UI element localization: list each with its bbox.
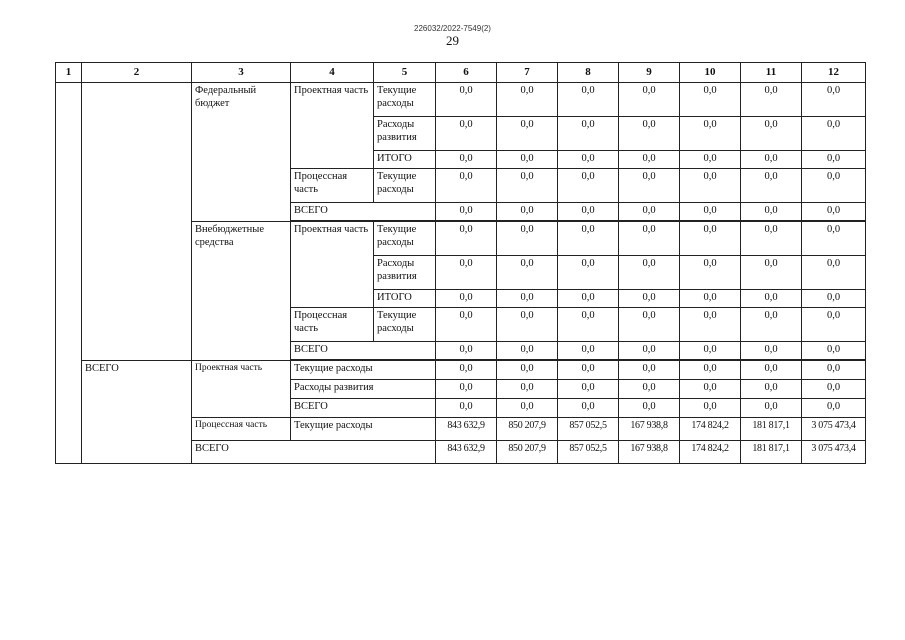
value-cell: 167 938,8 bbox=[619, 418, 680, 441]
table-row bbox=[56, 361, 866, 380]
grand-total-label: ВСЕГО bbox=[192, 441, 436, 464]
value-cell: 0,0 bbox=[497, 151, 558, 169]
value-cell: 0,0 bbox=[680, 256, 741, 290]
value-cell: 0,0 bbox=[619, 308, 680, 342]
value-cell: 181 817,1 bbox=[741, 441, 802, 464]
value-cell: 0,0 bbox=[680, 117, 741, 151]
value-cell: 0,0 bbox=[436, 290, 497, 308]
cost-development: Расходы развития bbox=[374, 256, 436, 290]
value-cell: 857 052,5 bbox=[558, 418, 619, 441]
value-cell: 0,0 bbox=[497, 117, 558, 151]
vsego-label: ВСЕГО bbox=[291, 399, 436, 418]
value-cell: 0,0 bbox=[497, 256, 558, 290]
value-cell: 0,0 bbox=[619, 169, 680, 203]
col-header: 4 bbox=[291, 63, 374, 83]
value-cell: 0,0 bbox=[619, 83, 680, 117]
vsego-label: ВСЕГО bbox=[291, 203, 436, 221]
value-cell: 0,0 bbox=[497, 380, 558, 399]
value-cell: 0,0 bbox=[436, 361, 497, 380]
value-cell: 0,0 bbox=[802, 117, 866, 151]
value-cell: 0,0 bbox=[619, 151, 680, 169]
value-cell: 0,0 bbox=[680, 380, 741, 399]
value-cell: 843 632,9 bbox=[436, 418, 497, 441]
cost-current: Текущие расходы bbox=[374, 169, 436, 203]
col-header: 2 bbox=[82, 63, 192, 83]
document-id: 226032/2022-7549(2) bbox=[414, 24, 491, 33]
itogo-label: ИТОГО bbox=[374, 290, 436, 308]
value-cell: 0,0 bbox=[497, 308, 558, 342]
source-federal-budget: Федеральный бюджет bbox=[192, 83, 291, 222]
value-cell: 0,0 bbox=[802, 361, 866, 380]
value-cell: 167 938,8 bbox=[619, 441, 680, 464]
value-cell: 0,0 bbox=[802, 290, 866, 308]
page-number: 29 bbox=[446, 33, 459, 48]
value-cell: 0,0 bbox=[497, 342, 558, 360]
value-cell: 3 075 473,4 bbox=[802, 441, 866, 464]
value-cell: 0,0 bbox=[558, 399, 619, 418]
value-cell: 0,0 bbox=[802, 399, 866, 418]
value-cell: 850 207,9 bbox=[497, 441, 558, 464]
value-cell: 174 824,2 bbox=[680, 418, 741, 441]
value-cell: 0,0 bbox=[436, 342, 497, 360]
value-cell: 0,0 bbox=[558, 117, 619, 151]
cost-current: Текущие расходы bbox=[291, 418, 436, 441]
value-cell: 0,0 bbox=[741, 290, 802, 308]
value-cell: 0,0 bbox=[436, 256, 497, 290]
col-header: 12 bbox=[802, 63, 866, 83]
value-cell: 0,0 bbox=[619, 399, 680, 418]
value-cell: 0,0 bbox=[558, 342, 619, 360]
value-cell: 0,0 bbox=[436, 117, 497, 151]
value-cell: 0,0 bbox=[497, 169, 558, 203]
budget-table bbox=[55, 62, 866, 464]
value-cell: 843 632,9 bbox=[436, 441, 497, 464]
value-cell: 857 052,5 bbox=[558, 441, 619, 464]
value-cell: 174 824,2 bbox=[680, 441, 741, 464]
col-header: 10 bbox=[680, 63, 741, 83]
value-cell: 0,0 bbox=[741, 83, 802, 117]
value-cell: 0,0 bbox=[741, 222, 802, 256]
value-cell: 181 817,1 bbox=[741, 418, 802, 441]
value-cell: 0,0 bbox=[802, 151, 866, 169]
value-cell: 0,0 bbox=[558, 169, 619, 203]
value-cell: 0,0 bbox=[436, 222, 497, 256]
value-cell: 0,0 bbox=[558, 151, 619, 169]
cost-current: Текущие расходы bbox=[374, 308, 436, 342]
value-cell: 0,0 bbox=[436, 399, 497, 418]
value-cell: 0,0 bbox=[680, 342, 741, 360]
value-cell: 0,0 bbox=[558, 380, 619, 399]
col-header: 9 bbox=[619, 63, 680, 83]
value-cell: 0,0 bbox=[741, 342, 802, 360]
value-cell: 0,0 bbox=[619, 222, 680, 256]
value-cell: 0,0 bbox=[436, 203, 497, 221]
value-cell: 0,0 bbox=[680, 222, 741, 256]
value-cell: 0,0 bbox=[497, 290, 558, 308]
value-cell: 0,0 bbox=[741, 361, 802, 380]
value-cell: 0,0 bbox=[802, 83, 866, 117]
value-cell: 0,0 bbox=[436, 83, 497, 117]
cost-development: Расходы развития bbox=[291, 380, 436, 399]
value-cell: 0,0 bbox=[741, 308, 802, 342]
value-cell: 0,0 bbox=[497, 361, 558, 380]
cost-current: Текущие расходы bbox=[374, 83, 436, 117]
col-header: 11 bbox=[741, 63, 802, 83]
value-cell: 850 207,9 bbox=[497, 418, 558, 441]
value-cell: 0,0 bbox=[802, 203, 866, 221]
value-cell: 0,0 bbox=[741, 117, 802, 151]
value-cell: 0,0 bbox=[558, 222, 619, 256]
value-cell: 0,0 bbox=[741, 203, 802, 221]
value-cell: 0,0 bbox=[619, 290, 680, 308]
value-cell: 0,0 bbox=[619, 203, 680, 221]
value-cell: 0,0 bbox=[619, 380, 680, 399]
value-cell: 0,0 bbox=[619, 117, 680, 151]
value-cell: 0,0 bbox=[680, 151, 741, 169]
value-cell: 0,0 bbox=[436, 169, 497, 203]
col-header: 8 bbox=[558, 63, 619, 83]
itogo-label: ИТОГО bbox=[374, 151, 436, 169]
part-project: Проектная часть bbox=[291, 83, 374, 169]
value-cell: 0,0 bbox=[802, 169, 866, 203]
part-project: Проектная часть bbox=[291, 222, 374, 308]
col-header: 5 bbox=[374, 63, 436, 83]
value-cell: 0,0 bbox=[680, 308, 741, 342]
vsego-label: ВСЕГО bbox=[291, 342, 436, 360]
value-cell: 0,0 bbox=[558, 83, 619, 117]
value-cell: 3 075 473,4 bbox=[802, 418, 866, 441]
col-header: 7 bbox=[497, 63, 558, 83]
value-cell: 0,0 bbox=[619, 342, 680, 360]
value-cell: 0,0 bbox=[741, 151, 802, 169]
value-cell: 0,0 bbox=[497, 222, 558, 256]
cost-development: Расходы развития bbox=[374, 117, 436, 151]
header-row bbox=[56, 63, 866, 83]
value-cell: 0,0 bbox=[802, 342, 866, 360]
value-cell: 0,0 bbox=[680, 169, 741, 203]
value-cell: 0,0 bbox=[558, 361, 619, 380]
col-header: 3 bbox=[192, 63, 291, 83]
part-project: Проектная часть bbox=[192, 361, 291, 418]
value-cell: 0,0 bbox=[619, 361, 680, 380]
value-cell: 0,0 bbox=[802, 308, 866, 342]
value-cell: 0,0 bbox=[741, 399, 802, 418]
value-cell: 0,0 bbox=[741, 256, 802, 290]
cost-current: Текущие расходы bbox=[291, 361, 436, 380]
value-cell: 0,0 bbox=[741, 169, 802, 203]
value-cell: 0,0 bbox=[558, 290, 619, 308]
part-process: Процессная часть bbox=[192, 418, 291, 441]
value-cell: 0,0 bbox=[802, 256, 866, 290]
value-cell: 0,0 bbox=[741, 380, 802, 399]
value-cell: 0,0 bbox=[558, 256, 619, 290]
table-cell bbox=[82, 83, 192, 361]
value-cell: 0,0 bbox=[619, 256, 680, 290]
cost-current: Текущие расходы bbox=[374, 222, 436, 256]
table-row bbox=[56, 83, 866, 117]
part-process: Процессная часть bbox=[291, 308, 374, 342]
value-cell: 0,0 bbox=[680, 399, 741, 418]
value-cell: 0,0 bbox=[680, 361, 741, 380]
value-cell: 0,0 bbox=[802, 380, 866, 399]
table-cell bbox=[56, 83, 82, 464]
source-extrabudgetary: Внебюджетные средства bbox=[192, 222, 291, 361]
part-process: Процессная часть bbox=[291, 169, 374, 203]
col-header: 1 bbox=[56, 63, 82, 83]
col-header: 6 bbox=[436, 63, 497, 83]
value-cell: 0,0 bbox=[680, 203, 741, 221]
value-cell: 0,0 bbox=[558, 203, 619, 221]
value-cell: 0,0 bbox=[497, 83, 558, 117]
value-cell: 0,0 bbox=[436, 380, 497, 399]
value-cell: 0,0 bbox=[436, 151, 497, 169]
value-cell: 0,0 bbox=[680, 83, 741, 117]
value-cell: 0,0 bbox=[802, 222, 866, 256]
value-cell: 0,0 bbox=[680, 290, 741, 308]
value-cell: 0,0 bbox=[497, 203, 558, 221]
vsego-section-label: ВСЕГО bbox=[82, 361, 192, 464]
value-cell: 0,0 bbox=[497, 399, 558, 418]
value-cell: 0,0 bbox=[436, 308, 497, 342]
value-cell: 0,0 bbox=[558, 308, 619, 342]
